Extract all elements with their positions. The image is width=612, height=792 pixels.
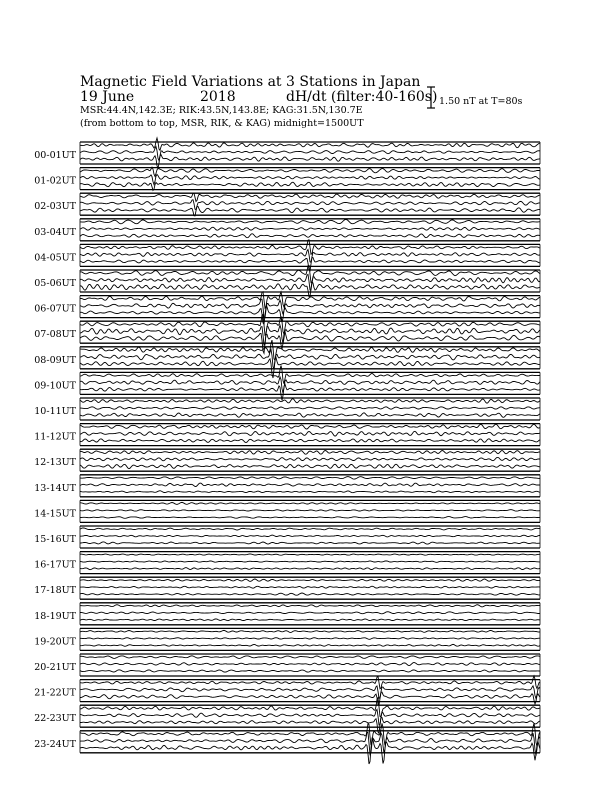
hour-row [34,676,540,705]
hour-label: 13-14UT [34,482,76,494]
trace-msr [80,593,540,595]
trace-rik [80,377,540,393]
hour-label: 03-04UT [34,226,76,238]
trace-rik [80,483,540,486]
hour-row [34,577,540,599]
trace-rik [80,638,540,640]
trace-rik [80,561,540,562]
trace-rik [80,250,540,263]
station-coordinates: MSR:44.4N,142.3E; RIK:43.5N,143.8E; KAG:31.5N,130.7E [80,105,363,116]
trace-msr [80,464,540,468]
hour-row [34,603,540,625]
hour-label: 02-03UT [34,201,76,213]
date-year: 2018 [200,89,236,105]
hour-row [34,138,540,169]
hour-label: 11-12UT [34,431,76,443]
hour-row [34,292,540,325]
trace-rik [80,510,540,512]
hour-rows [34,138,540,764]
hour-row [34,552,540,574]
trace-msr [80,619,540,621]
hour-row [34,398,540,420]
station-order-note: (from bottom to top, MSR, RIK, & KAG) midnight=1500UT [80,118,364,129]
trace-rik [80,586,540,588]
hour-row [34,628,540,650]
trace-kag [80,554,540,555]
hour-row [34,193,540,216]
hour-row [34,366,540,401]
quantity-label: dH/dt (filter:40-160s) [286,89,438,105]
trace-kag [80,240,540,255]
trace-rik [80,457,540,460]
hour-row [34,723,540,764]
trace-rik [80,350,540,370]
hour-label: 18-19UT [34,610,76,622]
hour-row [34,698,540,734]
hour-row [34,500,540,522]
trace-msr [80,517,540,519]
hour-label: 16-17UT [34,559,76,571]
hour-label: 12-13UT [34,457,76,469]
trace-kag [80,502,540,504]
trace-rik [80,535,540,537]
trace-kag [80,698,540,717]
hour-label: 01-02UT [34,175,76,187]
trace-kag [80,528,540,530]
hour-label: 22-23UT [34,713,76,725]
hour-label: 23-24UT [34,738,76,750]
trace-msr [80,206,540,216]
trace-rik [80,325,540,345]
trace-kag [80,630,540,632]
trace-rik [80,407,540,410]
trace-msr [80,439,540,443]
trace-msr [80,234,540,238]
trace-kag [80,399,540,404]
trace-msr [80,155,540,169]
hour-row [34,266,540,297]
trace-msr [80,542,540,544]
trace-rik [80,299,540,318]
hour-label: 09-10UT [34,380,76,392]
trace-rik [80,663,540,666]
trace-msr [80,568,540,570]
trace-msr [80,670,540,672]
trace-rik [80,227,540,230]
trace-kag [80,451,540,455]
scale-bar [427,87,523,108]
hour-label: 14-15UT [34,508,76,520]
hour-label: 15-16UT [34,534,76,545]
trace-kag [80,477,540,480]
hour-row [34,526,540,548]
trace-kag [80,167,540,176]
hour-label: 10-11UT [34,406,76,417]
trace-rik [80,686,540,699]
scale-label: 1.50 nT at T=80s [439,96,523,107]
hour-label: 05-06UT [34,278,76,289]
trace-kag [80,138,540,150]
hour-row [34,167,540,190]
trace-msr [80,491,540,493]
trace-msr [80,692,540,705]
hour-label: 20-21UT [34,662,76,673]
trace-msr [80,738,540,764]
hour-label: 07-08UT [34,329,76,341]
hour-label: 19-20UT [34,636,76,648]
hour-row [34,449,540,471]
trace-kag [80,676,540,689]
hour-label: 04-05UT [34,252,76,264]
hour-row [34,219,540,241]
hour-row [34,424,540,446]
trace-msr [80,644,540,646]
hour-label: 00-01UT [34,150,76,161]
trace-kag [80,424,540,429]
trace-kag [80,579,540,581]
hour-label: 17-18UT [34,585,76,597]
chart-title: Magnetic Field Variations at 3 Stations in Japan [80,74,421,90]
trace-rik [80,431,540,436]
hour-row [34,240,540,271]
hour-label: 08-09UT [34,354,76,366]
trace-rik [80,200,540,210]
trace-kag [80,219,540,223]
trace-kag [80,605,540,607]
date-day: 19 June [80,89,135,105]
trace-kag [80,656,540,659]
hour-label: 06-07UT [34,303,76,315]
trace-kag [80,193,540,201]
hour-label: 21-22UT [34,687,76,699]
hour-row [34,475,540,497]
trace-rik [80,612,540,614]
trace-msr [80,413,540,418]
hour-row [34,654,540,676]
